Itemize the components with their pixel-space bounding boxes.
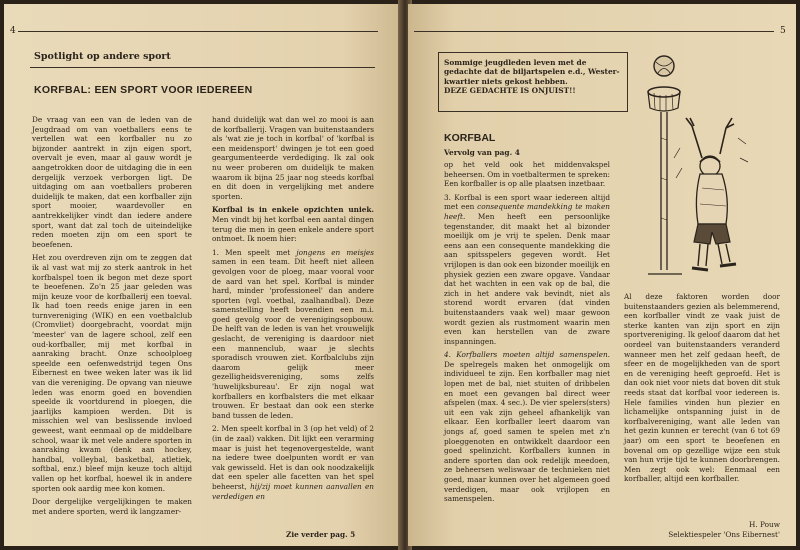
section-label: Spotlight op andere sport <box>34 51 171 62</box>
continued-from: Vervolg van pag. 4 <box>444 148 520 157</box>
korfball-player-drawing <box>630 48 780 278</box>
point-2 <box>212 424 374 501</box>
notice-line: kwartier niets gekost hebben. <box>444 76 568 86</box>
notice-line: gedachte dat de biljartspelen e.d., Wester- <box>444 67 620 77</box>
page-number-left: 4 <box>10 26 16 36</box>
article-column-3 <box>444 160 610 508</box>
left-page <box>4 4 402 546</box>
signature <box>624 520 780 539</box>
notice-line: Sommige jeugdleden leven met de <box>444 58 587 67</box>
notice-line: DEZE GEDACHTE IS ONJUIST!! <box>444 86 576 96</box>
paragraph: Het zou overdreven zijn om te zeggen dat ik al vast wat mij zo sterk aantrok in het korfbalspel toen ik begon met deze sport te beoefenen. Zo'n 25 jaar geleden was mijn keuze voor de korfballerij een toeval. Ik had toen reeds enige jaren in een turnvereniging (WIK) en een voetbalclub (Cromvliet) doorgebracht, voordat mijn 'meester' van de lagere school, zelf een oud-korfballer, mij met korfbal in aanraking bracht. Onze schoolploeg speelde een oefenwedstrijd tegen Ons Eibernest en twee weken later was ik lid van die vereniging. De opvang van nieuwe leden was enorm goed en bovendien speelde ik voortdurend in ploegen, die jaarlijks kampioen werden. Dit is misschien wel van beslissende invloed geweest, want eenmaal op de middelbare school, waar ik met vele andere sporten in aanraking kwam (denk aan hockey, handbal, volleybal, basketbal, atletiek, softbal, enz.) bleef mijn keuze toch altijd vallen op het korfbal, hoewel ik in andere sporten ook aardig mee kon komen. <box>32 253 192 493</box>
paragraph: op het veld ook het middenvakspel beheersen. Om in voetbaltermen te spreken: Een korfballer is op alle plaatsen inzetbaar. <box>444 160 610 189</box>
point-1 <box>212 248 374 421</box>
pole <box>661 112 667 270</box>
point-3 <box>444 193 610 347</box>
emphasis: hij/zij moet kunnen aanvallen en verdedigen en <box>212 481 374 501</box>
point-text: De spelregels maken het onmogelijk om individueel te zijn. Een korfballer mag niet lopen met de bal, niet stuiten of dribbelen en moet een gevangen bal direct weer afspelen (max. 4 sec.). De vier spelers(sters) uit een vak zijn geheel afhankelijk van elkaar. Een korfballer leert daarom van jongs af, goed samen te spelen met z'n ploeggenoten en ontwikkelt daardoor een goed spelinzicht. Korfballers kunnen in andere sporten dan ook redelijk meedoen, ze beheersen weliswaar de technieken niet goed, maar kunnen over het algemeen goed verdedigen, maar ook vrijlopen en samenspelen. <box>444 359 610 504</box>
point-4 <box>444 350 610 504</box>
paragraph: Al deze faktoren worden door buitenstaanders gezien als belemmerend, een korfballer vindt ze vaak juist de sterke kanten van zijn sport en zijn sportvereniging. Ik geloof daarom dat het oordeel van buitenstaanders veranderd wanneer men het zelf gedaan heeft, de sfeer en de mogelijkheden van de sport en de vereniging heeft geproefd. Het is dan ook niet voor niets dat boven dit stuk reeds staat dat korfbal voor iedereen is. Hele families vinden hun plezier en lichamelijke ontspanning juist in de korfbalvereniging, want alle leden van het gezin kunnen er terecht (van 6 tot 69 jaar) om een sport te beoefenen en bovenal om op gezellige wijze een stuk van hun vrije tijd te kunnen doorbrengen. Men zegt ook wel: Eenmaal een korfballer, altijd een korfballer. <box>624 292 780 484</box>
section-title: KORFBAL <box>444 132 496 144</box>
page-number-right: 5 <box>780 26 786 36</box>
point-text: Men heeft een persoonlijke tegenstander, dit maakt het al bizonder moeilijk om je vrij te spelen. Denk maar eens aan een consequente mandekking die aan spitsspelers gegeven wordt. Het vrijlopen is dan ook een bizonder moeilijk en physiek gezien een zware opgave. Vandaar dat het wachten in een vak op de bal, die zich in het andere vak bevindt, niet als storend wordt ervaren (dat vinden buitenstaanders vaak wel) maar gewoon wordt gezien als rustmoment waarin men even kan herstellen van de zware inspanningen. <box>444 211 610 346</box>
signature-role: Selektiespeler 'Ons Eibernest' <box>668 529 780 539</box>
header-rule-left <box>18 31 378 32</box>
continued-note: Zie verder pag. 5 <box>286 530 356 539</box>
signature-name: H. Pouw <box>749 520 780 529</box>
right-page <box>408 4 796 546</box>
paragraph: hand duidelijk wat dan wel zo mooi is aan de korfballerij. Vragen van buitenstaanders als 'wat zie je toch in korfbal' of 'korfbal is een meidensport' dwingen je tot een goed geargumenteerde verdediging. Ik zal ook nu weer proberen om duidelijk te maken waarom ik bijna 25 jaar nog steeds korfbal en dit doen in vergelijking met andere sporten. <box>212 115 374 201</box>
article-column-2 <box>212 115 374 505</box>
notice-text <box>444 58 626 96</box>
paragraph <box>212 205 374 243</box>
emphasis: consequente mandekking te maken heeft. <box>444 202 610 221</box>
point-text: samen in een team. Dit heeft niet alleen gevolgen voor de ploeg, maar vooral voor de aard van het spel. Korfbal is minder hard, minder 'professioneel' dan andere sporten (vgl. voetbal, zaalhandbal). Deze samenstelling heeft bovendien een m.i. goed gevolg voor de verenigingsopbouw. De helft van de leden is van het vrouwelijk geslacht, de vereniging is daardoor niet een mannenclub, waar je slechts sporadisch vrouwen ziet. Korfbalclubs zijn daarom gelijk meer gezelligheidsvereniging, soms zelfs 'huwelijksbureau'. Er zijn nogal wat korfballers en korfbalsters die met elkaar trouwen. Er bestaat dan ook een sterke band tussen de leden. <box>212 257 374 420</box>
emphasis: jongens en meisjes <box>296 247 374 257</box>
paragraph: De vraag van een van de leden van de Jeugdraad om van voetballers eens te vertellen wat een korfballer nu zo bijzonder aantrekt in zijn eigen sport, overvalt je even, maar al gauw wordt je aangetrokken door de uitdaging die in een dergelijk verzoek verborgen ligt. De uitdaging om aan voetballers proberen duidelijk te maken, dat een korfballer zijn sport mooier, waardevoller en aantrekkelijker vindt dan iedere andere sport, want dat zal toch de uiteindelijke reden moeten zijn om een sport te beoefenen. <box>32 115 192 249</box>
point-text: 1. Men speelt met <box>212 247 297 257</box>
point-text: 2. Men speelt korfbal in 3 (op het veld) of 2 (in de zaal) vakken. Dit lijkt een verarming maar is juist het tegenovergestelde, want na iedere twee doelpunten wordt er van vak gewisseld. Het is dan ook noodzakelijk dat een speler alle facetten van het spel beheerst, <box>212 424 374 491</box>
bold-lead: Korfbal is in enkele opzichten uniek. <box>212 205 374 215</box>
article-column-1 <box>32 115 192 520</box>
header-rule-right <box>414 31 774 32</box>
emphasis: 4. Korfballers moeten altijd samenspelen. <box>444 350 610 360</box>
basket-icon <box>648 87 680 97</box>
point-text: 3. Korfbal is een sport waar iedereen altijd met een <box>444 192 610 212</box>
article-title: KORFBAL: EEN SPORT VOOR IEDEREEN <box>34 84 253 96</box>
article-column-4 <box>624 292 780 488</box>
lead-text: Men vindt bij het korfbal een aantal dingen terug die men in geen enkele andere sport ontmoet. Ik noem hier: <box>212 214 374 244</box>
paragraph: Door dergelijke vergelijkingen te maken met andere sporten, werd ik langzamer- <box>32 497 192 516</box>
